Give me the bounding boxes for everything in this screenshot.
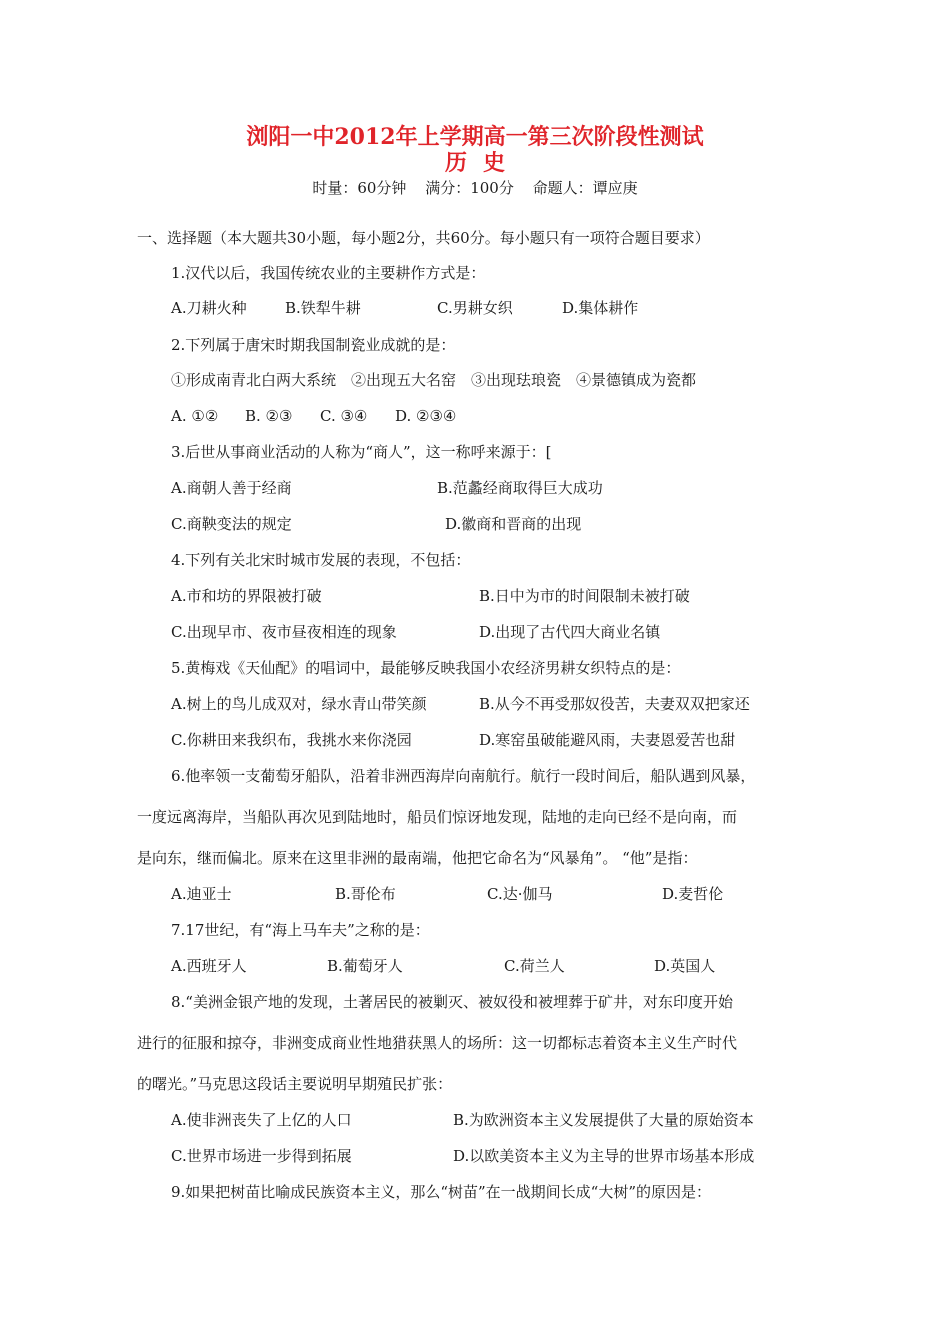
option: D.以欧美资本主义为主导的世界市场基本形成	[453, 1147, 755, 1165]
question-stem: 5.黄梅戏《天仙配》的唱词中，最能够反映我国小农经济男耕女织特点的是：	[171, 659, 681, 677]
option: C.你耕田来我织布，我挑水来你浇园	[171, 731, 412, 749]
option: A.树上的鸟儿成双对，绿水青山带笑颜	[171, 695, 427, 713]
option: B. ②③	[245, 407, 293, 425]
question-stem: 3.后世从事商业活动的人称为“商人”，这一称呼来源于：[	[171, 443, 552, 461]
option: D.麦哲伦	[662, 885, 724, 903]
question-stem-cont: 一度远离海岸，当船队再次见到陆地时，船员们惊讶地发现，陆地的走向已经不是向南，而	[137, 808, 738, 826]
question-stem-cont: 的曙光。”马克思这段话主要说明早期殖民扩张：	[137, 1075, 453, 1093]
option: D. ②③④	[395, 407, 457, 425]
exam-info	[0, 178, 950, 198]
option: B.葡萄牙人	[327, 957, 403, 975]
subject-title: 历史	[444, 150, 521, 176]
option: A.刀耕火种	[171, 299, 247, 317]
question-stem-cont: 进行的征服和掠夺，非洲变成商业性地猎获黑人的场所：这一切都标志着资本主义生产时代	[137, 1034, 738, 1052]
question-stem: 1.汉代以后，我国传统农业的主要耕作方式是：	[171, 264, 486, 282]
option: D.集体耕作	[562, 299, 639, 317]
option: C.出现早市、夜市昼夜相连的现象	[171, 623, 397, 641]
option: B.铁犁牛耕	[285, 299, 361, 317]
option: D.英国人	[654, 957, 716, 975]
option: B.从今不再受那奴役苦，夫妻双双把家还	[479, 695, 750, 713]
option: B.哥伦布	[335, 885, 396, 903]
exam-time: 时量：60分钟	[312, 179, 407, 197]
option: A. ①②	[171, 407, 219, 425]
option: C.荷兰人	[504, 957, 565, 975]
option: A.迪亚士	[171, 885, 232, 903]
option: D.出现了古代四大商业名镇	[479, 623, 661, 641]
option: D.寒窑虽破能避风雨，夫妻恩爱苦也甜	[479, 731, 736, 749]
question-stem: 8.“美洲金银产地的发现，土著居民的被剿灭、被奴役和被埋葬于矿井，对东印度开始	[171, 993, 733, 1011]
question-statements: ①形成南青北白两大系统 ②出现五大名窑 ③出现珐琅瓷 ④景德镇成为瓷都	[171, 371, 697, 389]
question-stem: 9.如果把树苗比喻成民族资本主义，那么“树苗”在一战期间长成“大树”的原因是：	[171, 1183, 711, 1201]
exam-author: 命题人：谭应庚	[532, 179, 638, 197]
option: D.徽商和晋商的出现	[445, 515, 582, 533]
exam-score: 满分：100分	[425, 179, 514, 197]
question-stem: 4.下列有关北宋时城市发展的表现，不包括：	[171, 551, 471, 569]
option: C. ③④	[320, 407, 368, 425]
question-stem: 2.下列属于唐宋时期我国制瓷业成就的是：	[171, 336, 456, 354]
option: A.商朝人善于经商	[171, 479, 292, 497]
option: A.西班牙人	[171, 957, 247, 975]
question-stem: 6.他率领一支葡萄牙船队，沿着非洲西海岸向南航行。航行一段时间后，船队遇到风暴，	[171, 767, 756, 785]
option: C.男耕女织	[437, 299, 513, 317]
option: C.达·伽马	[487, 885, 553, 903]
option: B.范蠡经商取得巨大成功	[437, 479, 603, 497]
page-title: 浏阳一中2012年上学期高一第三次阶段性测试	[246, 124, 704, 150]
option: A.使非洲丧失了上亿的人口	[171, 1111, 352, 1129]
question-stem: 7.17世纪，有“海上马车夫”之称的是：	[171, 921, 430, 939]
option: B.日中为市的时间限制未被打破	[479, 587, 690, 605]
option: A.市和坊的界限被打破	[171, 587, 322, 605]
question-stem-cont: 是向东，继而偏北。原来在这里非洲的最南端，他把它命名为“风暴角”。 “他”是指：	[137, 849, 698, 867]
option: B.为欧洲资本主义发展提供了大量的原始资本	[453, 1111, 754, 1129]
section-heading: 一、选择题（本大题共30小题，每小题2分，共60分。每小题只有一项符合题目要求）	[137, 229, 710, 247]
option: C.世界市场进一步得到拓展	[171, 1147, 352, 1165]
option: C.商鞅变法的规定	[171, 515, 292, 533]
